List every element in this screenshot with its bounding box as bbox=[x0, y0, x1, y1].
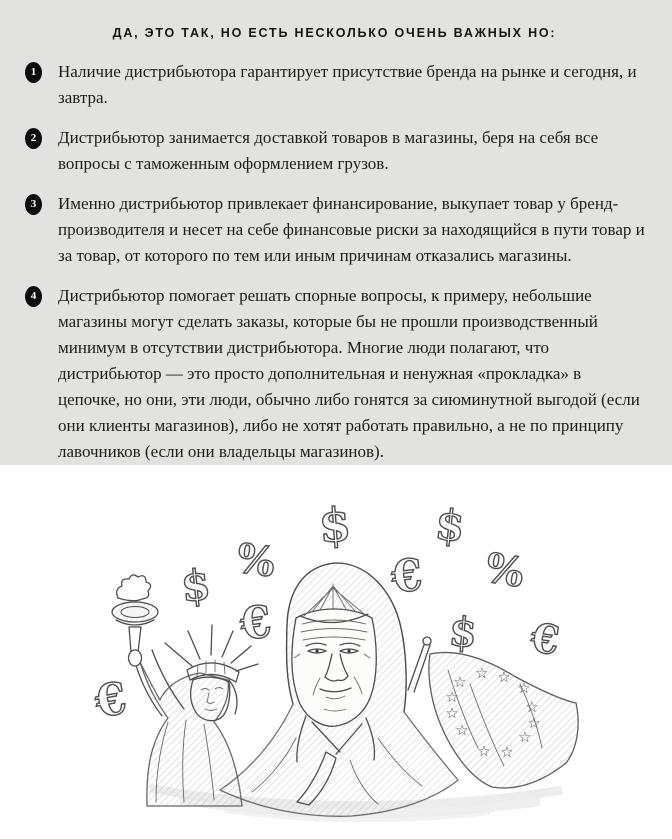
dollar-symbol: $ bbox=[178, 559, 213, 612]
euro-symbol: € bbox=[91, 672, 131, 729]
item-number-badge: 3 bbox=[25, 194, 42, 215]
dollar-symbol: $ bbox=[447, 607, 479, 658]
percent-symbol: % bbox=[482, 544, 528, 597]
star-icon: ☆ bbox=[527, 714, 541, 732]
item-text: Дистрибьютор помогает решать спорные вопросы, к примеру, небольшие магазины могут сделать заказы, которые бы не прошли производственный минимум в отсутствии дистрибьютора. Многие люди полагают, что дистрибьютор — это просто дополнительная и ненужная «прокладка» в цепочке, но они, эти люди, обычно либо гонятся за сиюминутной выгодой (если они клиенты магазинов), либо не хотят работать правильно, а не по принципу лавочников (если они владельцы магазинов). bbox=[58, 286, 640, 461]
dollar-symbol: $ bbox=[317, 496, 353, 554]
item-number-badge: 1 bbox=[25, 62, 42, 83]
illustration-svg bbox=[0, 490, 672, 834]
star-icon: ☆ bbox=[497, 668, 511, 686]
star-icon: ☆ bbox=[477, 742, 491, 760]
article-illustration bbox=[0, 490, 672, 834]
euro-symbol: € bbox=[237, 596, 275, 651]
star-icon: ☆ bbox=[500, 743, 514, 761]
percent-symbol: % bbox=[233, 534, 279, 587]
item-number-badge: 2 bbox=[25, 128, 42, 149]
star-icon: ☆ bbox=[525, 698, 539, 716]
euro-symbol: € bbox=[389, 549, 425, 604]
item-number-badge: 4 bbox=[25, 286, 42, 307]
star-icon: ☆ bbox=[475, 664, 489, 682]
list-item bbox=[24, 191, 645, 269]
item-text: Именно дистрибьютор привлекает финансирование, выкупает товар у бренд-производителя и несет на себе финансовые риски за находящийся в пути товар и за товар, от которого по тем или иным причинам отказались магазины. bbox=[58, 194, 645, 265]
item-text: Наличие дистрибьютора гарантирует присутствие бренда на рынке и сегодня, и завтра. bbox=[58, 62, 637, 107]
panel-heading: ДА, ЭТО ТАК, НО ЕСТЬ НЕСКОЛЬКО ОЧЕНЬ ВАЖНЫХ НО: bbox=[112, 26, 557, 40]
star-icon: ☆ bbox=[445, 688, 459, 706]
list-item bbox=[24, 125, 645, 177]
list-item bbox=[24, 283, 645, 465]
star-icon: ☆ bbox=[517, 679, 531, 697]
star-icon: ☆ bbox=[453, 673, 467, 691]
list-item bbox=[24, 59, 645, 111]
item-text: Дистрибьютор занимается доставкой товаров в магазины, беря на себя все вопросы с таможенным оформлением грузов. bbox=[58, 128, 599, 173]
star-icon: ☆ bbox=[455, 721, 469, 739]
dollar-symbol: $ bbox=[432, 499, 468, 552]
star-icon: ☆ bbox=[518, 728, 532, 746]
star-icon: ☆ bbox=[445, 704, 459, 722]
euro-symbol: € bbox=[528, 614, 563, 665]
